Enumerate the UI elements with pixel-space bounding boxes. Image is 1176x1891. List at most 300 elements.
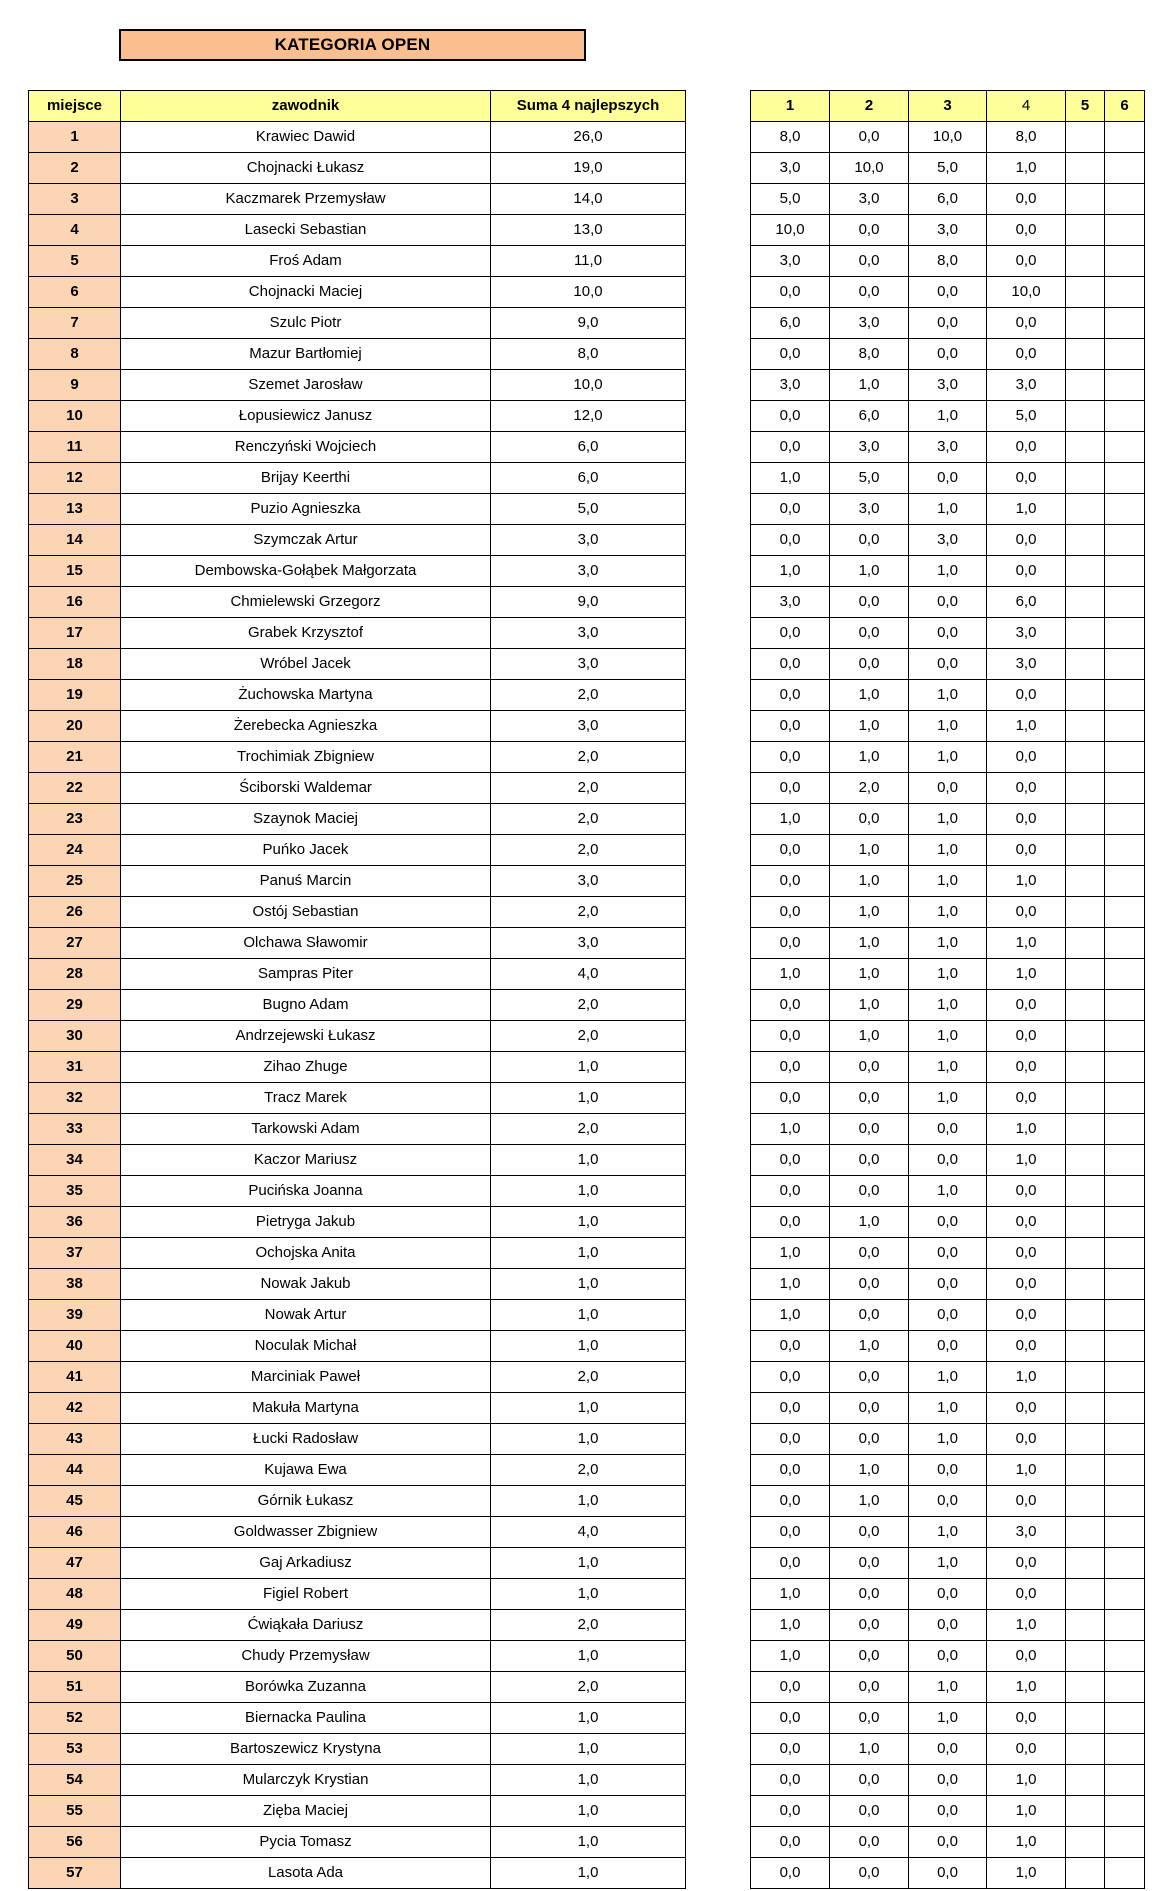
round-cell: 0,0 <box>909 1300 987 1331</box>
place-cell: 40 <box>29 1331 121 1362</box>
table-row <box>29 463 686 494</box>
round-cell: 0,0 <box>751 277 830 308</box>
place-cell: 57 <box>29 1858 121 1889</box>
round-cell: 1,0 <box>909 804 987 835</box>
round-cell: 0,0 <box>909 1269 987 1300</box>
sum-cell: 2,0 <box>491 1672 686 1703</box>
round-cell <box>1066 773 1105 804</box>
column-header-suma: Suma 4 najlepszych <box>491 91 686 122</box>
round-cell <box>1105 928 1145 959</box>
column-header-round-2: 2 <box>830 91 909 122</box>
round-cell: 0,0 <box>909 1827 987 1858</box>
table-row <box>29 1455 686 1486</box>
round-cell: 0,0 <box>909 587 987 618</box>
round-cell: 0,0 <box>830 1114 909 1145</box>
table-row <box>29 122 686 153</box>
place-cell: 13 <box>29 494 121 525</box>
category-title <box>119 29 586 61</box>
round-cell: 6,0 <box>751 308 830 339</box>
round-cell <box>1066 1021 1105 1052</box>
table-row <box>29 1362 686 1393</box>
place-cell: 33 <box>29 1114 121 1145</box>
round-cell <box>1105 1517 1145 1548</box>
round-cell: 0,0 <box>909 1858 987 1889</box>
round-cell: 10,0 <box>909 122 987 153</box>
round-cell: 1,0 <box>909 928 987 959</box>
sum-cell: 6,0 <box>491 463 686 494</box>
round-cell: 3,0 <box>751 370 830 401</box>
round-cell: 0,0 <box>987 432 1066 463</box>
round-cell: 0,0 <box>751 835 830 866</box>
round-cell <box>1105 308 1145 339</box>
round-cell: 0,0 <box>830 215 909 246</box>
round-cell <box>1105 494 1145 525</box>
round-cell: 0,0 <box>751 1207 830 1238</box>
round-cell: 0,0 <box>751 1672 830 1703</box>
table-row <box>751 649 1145 680</box>
table-row <box>751 1145 1145 1176</box>
place-cell: 18 <box>29 649 121 680</box>
round-cell <box>1066 215 1105 246</box>
round-cell: 1,0 <box>830 711 909 742</box>
round-cell: 0,0 <box>987 835 1066 866</box>
table-row <box>751 1424 1145 1455</box>
round-cell: 0,0 <box>987 1548 1066 1579</box>
sum-cell: 2,0 <box>491 1362 686 1393</box>
place-cell: 11 <box>29 432 121 463</box>
table-row <box>29 525 686 556</box>
table-row <box>29 1269 686 1300</box>
name-cell: Zięba Maciej <box>121 1796 491 1827</box>
name-cell: Kaczmarek Przemysław <box>121 184 491 215</box>
round-cell: 1,0 <box>909 1083 987 1114</box>
round-cell: 0,0 <box>751 1765 830 1796</box>
place-cell: 22 <box>29 773 121 804</box>
round-cell: 1,0 <box>830 866 909 897</box>
round-cell: 3,0 <box>830 184 909 215</box>
name-cell: Bartoszewicz Krystyna <box>121 1734 491 1765</box>
round-cell <box>1105 1796 1145 1827</box>
round-cell: 0,0 <box>909 1114 987 1145</box>
round-cell: 5,0 <box>987 401 1066 432</box>
sum-cell: 2,0 <box>491 742 686 773</box>
table-row <box>751 804 1145 835</box>
sum-cell: 1,0 <box>491 1176 686 1207</box>
table-row <box>751 1455 1145 1486</box>
round-cell: 1,0 <box>909 990 987 1021</box>
round-cell: 3,0 <box>987 370 1066 401</box>
round-cell <box>1066 308 1105 339</box>
table-row <box>29 401 686 432</box>
round-cell: 1,0 <box>909 1021 987 1052</box>
rounds-table-header-row <box>751 91 1145 122</box>
round-cell: 1,0 <box>987 1858 1066 1889</box>
table-row <box>751 556 1145 587</box>
round-cell: 3,0 <box>909 215 987 246</box>
round-cell <box>1105 1238 1145 1269</box>
round-cell <box>1105 959 1145 990</box>
table-row <box>751 1610 1145 1641</box>
round-cell <box>1066 556 1105 587</box>
round-cell: 3,0 <box>987 618 1066 649</box>
table-row <box>29 215 686 246</box>
round-cell <box>1105 1269 1145 1300</box>
round-cell <box>1066 959 1105 990</box>
round-cell: 10,0 <box>751 215 830 246</box>
round-cell: 0,0 <box>987 742 1066 773</box>
table-row <box>29 804 686 835</box>
place-cell: 35 <box>29 1176 121 1207</box>
round-cell: 1,0 <box>987 959 1066 990</box>
name-cell: Chmielewski Grzegorz <box>121 587 491 618</box>
table-row <box>29 1083 686 1114</box>
round-cell: 1,0 <box>909 1672 987 1703</box>
round-cell <box>1105 742 1145 773</box>
column-header-round-4: 4 <box>987 91 1066 122</box>
round-cell: 8,0 <box>987 122 1066 153</box>
round-cell <box>1105 153 1145 184</box>
round-cell <box>1066 339 1105 370</box>
round-cell: 3,0 <box>751 246 830 277</box>
place-cell: 48 <box>29 1579 121 1610</box>
round-cell: 3,0 <box>751 587 830 618</box>
table-row <box>751 184 1145 215</box>
round-cell: 1,0 <box>987 1362 1066 1393</box>
place-cell: 26 <box>29 897 121 928</box>
column-header-round-5: 5 <box>1066 91 1105 122</box>
round-cell <box>1105 339 1145 370</box>
round-cell <box>1066 494 1105 525</box>
round-cell: 1,0 <box>987 153 1066 184</box>
round-cell <box>1066 1393 1105 1424</box>
round-cell <box>1066 1579 1105 1610</box>
round-cell <box>1066 680 1105 711</box>
table-row <box>751 1486 1145 1517</box>
round-cell: 0,0 <box>830 1083 909 1114</box>
round-cell: 1,0 <box>830 1331 909 1362</box>
table-row <box>751 1703 1145 1734</box>
table-row <box>751 122 1145 153</box>
round-cell: 1,0 <box>751 556 830 587</box>
place-cell: 51 <box>29 1672 121 1703</box>
table-row <box>29 1610 686 1641</box>
round-cell: 0,0 <box>909 618 987 649</box>
round-cell: 1,0 <box>751 1641 830 1672</box>
table-row <box>751 897 1145 928</box>
round-cell <box>1105 525 1145 556</box>
table-row <box>29 1424 686 1455</box>
place-cell: 12 <box>29 463 121 494</box>
sum-cell: 4,0 <box>491 1517 686 1548</box>
table-row <box>29 959 686 990</box>
table-row <box>29 184 686 215</box>
round-cell: 1,0 <box>909 1393 987 1424</box>
name-cell: Nowak Artur <box>121 1300 491 1331</box>
place-cell: 17 <box>29 618 121 649</box>
round-cell: 3,0 <box>909 525 987 556</box>
round-cell: 0,0 <box>751 618 830 649</box>
name-cell: Pucińska Joanna <box>121 1176 491 1207</box>
place-cell: 20 <box>29 711 121 742</box>
table-row <box>751 339 1145 370</box>
round-cell <box>1105 1300 1145 1331</box>
round-cell <box>1105 1176 1145 1207</box>
sum-cell: 8,0 <box>491 339 686 370</box>
round-cell: 1,0 <box>830 1486 909 1517</box>
place-cell: 5 <box>29 246 121 277</box>
round-cell: 0,0 <box>751 401 830 432</box>
round-cell <box>1105 246 1145 277</box>
round-cell <box>1105 1083 1145 1114</box>
results-table <box>28 90 686 1889</box>
round-cell: 0,0 <box>909 1486 987 1517</box>
round-cell <box>1066 1672 1105 1703</box>
sum-cell: 3,0 <box>491 711 686 742</box>
round-cell: 1,0 <box>987 866 1066 897</box>
name-cell: Renczyński Wojciech <box>121 432 491 463</box>
round-cell: 1,0 <box>830 990 909 1021</box>
table-row <box>751 773 1145 804</box>
sum-cell: 9,0 <box>491 308 686 339</box>
name-cell: Ćwiąkała Dariusz <box>121 1610 491 1641</box>
place-cell: 2 <box>29 153 121 184</box>
sum-cell: 1,0 <box>491 1052 686 1083</box>
round-cell: 1,0 <box>909 742 987 773</box>
round-cell: 0,0 <box>909 1238 987 1269</box>
round-cell <box>1066 1734 1105 1765</box>
table-row <box>751 1672 1145 1703</box>
table-row <box>751 742 1145 773</box>
sum-cell: 6,0 <box>491 432 686 463</box>
place-cell: 36 <box>29 1207 121 1238</box>
table-row <box>751 1393 1145 1424</box>
round-cell: 0,0 <box>830 1827 909 1858</box>
round-cell: 1,0 <box>830 959 909 990</box>
round-cell <box>1066 649 1105 680</box>
table-row <box>29 1238 686 1269</box>
table-row <box>29 370 686 401</box>
column-header-round-3: 3 <box>909 91 987 122</box>
round-cell: 1,0 <box>751 804 830 835</box>
round-cell: 0,0 <box>909 308 987 339</box>
sum-cell: 9,0 <box>491 587 686 618</box>
place-cell: 6 <box>29 277 121 308</box>
sum-cell: 1,0 <box>491 1269 686 1300</box>
round-cell <box>1066 1145 1105 1176</box>
round-cell: 0,0 <box>830 1393 909 1424</box>
round-cell: 0,0 <box>830 587 909 618</box>
sum-cell: 2,0 <box>491 897 686 928</box>
round-cell: 0,0 <box>751 1331 830 1362</box>
name-cell: Szaynok Maciej <box>121 804 491 835</box>
round-cell: 0,0 <box>830 1517 909 1548</box>
place-cell: 1 <box>29 122 121 153</box>
round-cell <box>1066 1486 1105 1517</box>
round-cell: 1,0 <box>909 1362 987 1393</box>
round-cell: 1,0 <box>987 494 1066 525</box>
round-cell <box>1066 1641 1105 1672</box>
sum-cell: 3,0 <box>491 556 686 587</box>
round-cell: 0,0 <box>830 804 909 835</box>
round-cell: 0,0 <box>987 680 1066 711</box>
round-cell: 0,0 <box>987 246 1066 277</box>
round-cell: 8,0 <box>751 122 830 153</box>
round-cell <box>1105 618 1145 649</box>
round-cell <box>1066 1610 1105 1641</box>
place-cell: 14 <box>29 525 121 556</box>
place-cell: 28 <box>29 959 121 990</box>
round-cell: 1,0 <box>830 556 909 587</box>
rounds-table-body <box>751 122 1145 1889</box>
place-cell: 34 <box>29 1145 121 1176</box>
name-cell: Kaczor Mariusz <box>121 1145 491 1176</box>
round-cell: 0,0 <box>909 1641 987 1672</box>
round-cell <box>1105 990 1145 1021</box>
table-row <box>29 1548 686 1579</box>
round-cell <box>1066 897 1105 928</box>
name-cell: Szulc Piotr <box>121 308 491 339</box>
round-cell <box>1105 1827 1145 1858</box>
table-row <box>751 401 1145 432</box>
table-row <box>29 1703 686 1734</box>
round-cell: 1,0 <box>909 401 987 432</box>
round-cell: 1,0 <box>830 1021 909 1052</box>
table-row <box>29 680 686 711</box>
table-row <box>29 1486 686 1517</box>
round-cell: 0,0 <box>830 1796 909 1827</box>
round-cell: 0,0 <box>987 1734 1066 1765</box>
round-cell: 0,0 <box>830 1858 909 1889</box>
round-cell: 1,0 <box>987 1455 1066 1486</box>
round-cell: 0,0 <box>987 804 1066 835</box>
place-cell: 15 <box>29 556 121 587</box>
round-cell: 1,0 <box>909 1052 987 1083</box>
round-cell <box>1105 711 1145 742</box>
round-cell: 0,0 <box>987 184 1066 215</box>
name-cell: Mazur Bartłomiej <box>121 339 491 370</box>
round-cell <box>1066 1083 1105 1114</box>
round-cell: 0,0 <box>987 1486 1066 1517</box>
name-cell: Makuła Martyna <box>121 1393 491 1424</box>
sum-cell: 11,0 <box>491 246 686 277</box>
round-cell <box>1105 1765 1145 1796</box>
table-row <box>29 587 686 618</box>
sum-cell: 1,0 <box>491 1486 686 1517</box>
round-cell: 1,0 <box>751 1114 830 1145</box>
round-cell: 0,0 <box>909 1207 987 1238</box>
round-cell: 0,0 <box>987 1703 1066 1734</box>
name-cell: Chojnacki Łukasz <box>121 153 491 184</box>
round-cell: 1,0 <box>751 1238 830 1269</box>
table-row <box>29 1765 686 1796</box>
table-row <box>751 1176 1145 1207</box>
table-row <box>751 1765 1145 1796</box>
table-row <box>751 525 1145 556</box>
round-cell: 0,0 <box>751 1796 830 1827</box>
sum-cell: 3,0 <box>491 649 686 680</box>
round-cell <box>1066 835 1105 866</box>
round-cell: 1,0 <box>909 1424 987 1455</box>
round-cell: 1,0 <box>987 1796 1066 1827</box>
round-cell: 0,0 <box>751 1393 830 1424</box>
round-cell <box>1066 370 1105 401</box>
round-cell <box>1066 246 1105 277</box>
round-cell: 0,0 <box>830 1300 909 1331</box>
place-cell: 27 <box>29 928 121 959</box>
round-cell: 0,0 <box>987 463 1066 494</box>
table-row <box>751 835 1145 866</box>
round-cell: 0,0 <box>909 1734 987 1765</box>
round-cell: 0,0 <box>751 711 830 742</box>
sum-cell: 1,0 <box>491 1207 686 1238</box>
category-title-label: KATEGORIA OPEN <box>274 35 431 54</box>
round-cell: 0,0 <box>751 525 830 556</box>
round-cell: 0,0 <box>830 246 909 277</box>
round-cell: 0,0 <box>909 339 987 370</box>
table-row <box>29 866 686 897</box>
round-cell: 0,0 <box>987 525 1066 556</box>
name-cell: Brijay Keerthi <box>121 463 491 494</box>
table-row <box>751 1796 1145 1827</box>
round-cell <box>1066 1548 1105 1579</box>
round-cell <box>1105 1145 1145 1176</box>
round-cell <box>1066 928 1105 959</box>
round-cell <box>1105 1207 1145 1238</box>
round-cell: 0,0 <box>751 773 830 804</box>
round-cell: 1,0 <box>830 742 909 773</box>
round-cell: 1,0 <box>830 1455 909 1486</box>
round-cell: 0,0 <box>987 1424 1066 1455</box>
round-cell: 1,0 <box>751 959 830 990</box>
round-cell: 0,0 <box>830 1548 909 1579</box>
round-cell: 0,0 <box>751 1827 830 1858</box>
round-cell: 0,0 <box>909 1331 987 1362</box>
round-cell: 1,0 <box>830 1207 909 1238</box>
round-cell: 0,0 <box>830 1176 909 1207</box>
round-cell: 1,0 <box>751 1300 830 1331</box>
round-cell <box>1066 122 1105 153</box>
round-cell <box>1105 1424 1145 1455</box>
sum-cell: 4,0 <box>491 959 686 990</box>
place-cell: 41 <box>29 1362 121 1393</box>
round-cell <box>1066 711 1105 742</box>
round-cell: 0,0 <box>751 1145 830 1176</box>
sum-cell: 26,0 <box>491 122 686 153</box>
round-cell: 1,0 <box>751 463 830 494</box>
round-cell: 3,0 <box>830 308 909 339</box>
round-cell: 5,0 <box>751 184 830 215</box>
round-cell: 3,0 <box>830 494 909 525</box>
round-cell <box>1105 680 1145 711</box>
table-row <box>751 1517 1145 1548</box>
name-cell: Żerebecka Agnieszka <box>121 711 491 742</box>
table-row <box>29 897 686 928</box>
round-cell: 0,0 <box>751 742 830 773</box>
round-cell: 0,0 <box>751 649 830 680</box>
table-row <box>29 1393 686 1424</box>
name-cell: Lasota Ada <box>121 1858 491 1889</box>
table-row <box>751 494 1145 525</box>
round-cell <box>1105 1858 1145 1889</box>
round-cell: 0,0 <box>751 1858 830 1889</box>
table-row <box>751 1207 1145 1238</box>
name-cell: Ochojska Anita <box>121 1238 491 1269</box>
table-row <box>29 618 686 649</box>
table-row <box>29 1579 686 1610</box>
round-cell <box>1066 804 1105 835</box>
round-cell <box>1066 1424 1105 1455</box>
round-cell: 0,0 <box>751 1486 830 1517</box>
